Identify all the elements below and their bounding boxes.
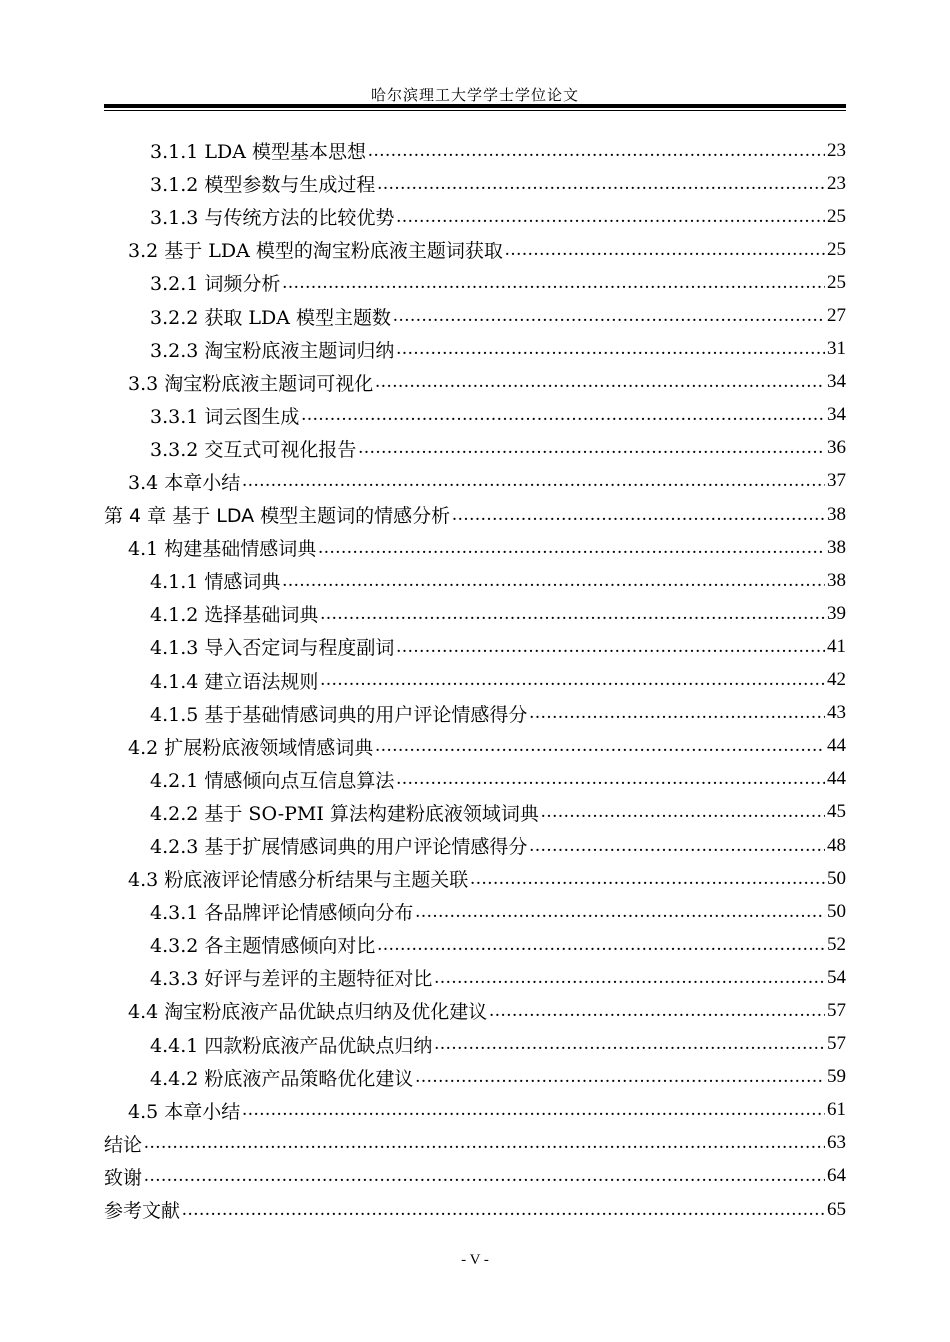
toc-leader-dots bbox=[144, 1132, 825, 1154]
toc-entry[interactable] bbox=[104, 399, 846, 432]
toc-entry-title: 4.1 构建基础情感词典 bbox=[128, 538, 317, 561]
toc-leader-dots bbox=[415, 901, 825, 923]
toc-entry-page: 37 bbox=[827, 470, 846, 492]
toc-leader-dots bbox=[377, 173, 825, 195]
toc-entry[interactable] bbox=[104, 928, 846, 961]
toc-leader-dots bbox=[242, 1099, 825, 1121]
toc-entry-title: 4.4.1 四款粉底液产品优缺点归纳 bbox=[150, 1034, 433, 1057]
toc-entry[interactable] bbox=[104, 829, 846, 862]
toc-entry-page: 27 bbox=[827, 305, 846, 327]
toc-entry-page: 36 bbox=[827, 437, 846, 459]
toc-leader-dots bbox=[434, 967, 825, 989]
toc-entry[interactable] bbox=[104, 796, 846, 829]
toc-entry[interactable] bbox=[104, 630, 846, 663]
toc-entry-title: 4.2.2 基于 SO-PMI 算法构建粉底液领域词典 bbox=[150, 802, 539, 825]
toc-entry-title: 结论 bbox=[104, 1133, 143, 1156]
toc-leader-dots bbox=[358, 437, 825, 459]
toc-entry-page: 38 bbox=[827, 503, 846, 525]
table-of-contents bbox=[104, 134, 846, 1226]
toc-entry-page: 42 bbox=[827, 669, 846, 691]
toc-entry-page: 61 bbox=[827, 1099, 846, 1121]
toc-leader-dots bbox=[434, 1033, 825, 1055]
toc-entry-page: 34 bbox=[827, 404, 846, 426]
toc-entry-page: 41 bbox=[827, 635, 846, 657]
toc-leader-dots bbox=[529, 702, 825, 724]
toc-entry-title: 4.3.3 好评与差评的主题特征对比 bbox=[150, 968, 433, 991]
toc-entry-title: 3.3.2 交互式可视化报告 bbox=[150, 438, 357, 461]
toc-leader-dots bbox=[242, 470, 825, 492]
toc-entry-title: 3.2.2 获取 LDA 模型主题数 bbox=[150, 306, 392, 329]
toc-leader-dots bbox=[396, 768, 825, 790]
toc-leader-dots bbox=[529, 835, 825, 857]
toc-entry-title: 3.2 基于 LDA 模型的淘宝粉底液主题词获取 bbox=[128, 240, 503, 263]
toc-entry[interactable] bbox=[104, 432, 846, 465]
toc-entry-page: 64 bbox=[827, 1165, 846, 1187]
toc-entry-title: 4.3 粉底液评论情感分析结果与主题关联 bbox=[128, 869, 469, 892]
toc-entry-title: 4.1.1 情感词典 bbox=[150, 571, 281, 594]
toc-entry-page: 39 bbox=[827, 602, 846, 624]
toc-entry-page: 31 bbox=[827, 338, 846, 360]
toc-entry[interactable] bbox=[104, 1127, 846, 1160]
toc-leader-dots bbox=[368, 140, 825, 162]
toc-entry[interactable] bbox=[104, 994, 846, 1027]
toc-entry-page: 63 bbox=[827, 1132, 846, 1154]
header-rule-thick bbox=[104, 104, 846, 108]
toc-leader-dots bbox=[182, 1199, 825, 1221]
toc-entry[interactable] bbox=[104, 697, 846, 730]
toc-entry-page: 65 bbox=[827, 1198, 846, 1220]
toc-entry-page: 52 bbox=[827, 933, 846, 955]
toc-leader-dots bbox=[541, 801, 825, 823]
toc-entry[interactable] bbox=[104, 1160, 846, 1193]
toc-entry-title: 4.2.3 基于扩展情感词典的用户评论情感得分 bbox=[150, 836, 528, 859]
toc-entry[interactable] bbox=[104, 1061, 846, 1094]
toc-entry-title: 3.1.1 LDA 模型基本思想 bbox=[150, 141, 366, 164]
toc-entry-title: 4.5 本章小结 bbox=[128, 1100, 241, 1123]
toc-leader-dots bbox=[415, 1066, 825, 1088]
toc-entry[interactable] bbox=[104, 531, 846, 564]
toc-leader-dots bbox=[396, 636, 825, 658]
toc-entry[interactable] bbox=[104, 299, 846, 332]
toc-entry[interactable] bbox=[104, 200, 846, 233]
toc-entry-title: 4.3.1 各品牌评论情感倾向分布 bbox=[150, 902, 414, 925]
toc-entry[interactable] bbox=[104, 498, 846, 531]
toc-entry[interactable] bbox=[104, 1094, 846, 1127]
toc-entry-title: 3.2.3 淘宝粉底液主题词归纳 bbox=[150, 339, 395, 362]
toc-leader-dots bbox=[452, 504, 825, 526]
toc-entry-page: 45 bbox=[827, 801, 846, 823]
toc-entry-page: 23 bbox=[827, 139, 846, 161]
page-number: - V - bbox=[461, 1252, 489, 1268]
toc-entry-title: 4.1.3 导入否定词与程度副词 bbox=[150, 637, 395, 660]
toc-leader-dots bbox=[377, 934, 825, 956]
toc-entry-title: 4.1.5 基于基础情感词典的用户评论情感得分 bbox=[150, 703, 528, 726]
toc-entry[interactable] bbox=[104, 763, 846, 796]
toc-entry-page: 57 bbox=[827, 1033, 846, 1055]
toc-leader-dots bbox=[320, 669, 825, 691]
toc-leader-dots bbox=[470, 868, 825, 890]
toc-entry-title: 参考文献 bbox=[104, 1200, 181, 1223]
toc-entry-title: 4.4 淘宝粉底液产品优缺点归纳及优化建议 bbox=[128, 1001, 488, 1024]
toc-entry[interactable] bbox=[104, 134, 846, 167]
toc-entry-page: 44 bbox=[827, 735, 846, 757]
toc-entry[interactable] bbox=[104, 167, 846, 200]
toc-entry-page: 25 bbox=[827, 205, 846, 227]
toc-entry-page: 38 bbox=[827, 569, 846, 591]
toc-entry-page: 59 bbox=[827, 1066, 846, 1088]
toc-entry[interactable] bbox=[104, 564, 846, 597]
toc-entry[interactable] bbox=[104, 895, 846, 928]
toc-leader-dots bbox=[375, 371, 825, 393]
toc-entry[interactable] bbox=[104, 1193, 846, 1226]
toc-entry-title: 3.4 本章小结 bbox=[128, 471, 241, 494]
toc-entry-title: 4.1.2 选择基础词典 bbox=[150, 604, 319, 627]
toc-entry-title: 4.2 扩展粉底液领域情感词典 bbox=[128, 736, 374, 759]
toc-entry-title: 3.2.1 词频分析 bbox=[150, 273, 281, 296]
toc-entry-title: 4.2.1 情感倾向点互信息算法 bbox=[150, 769, 395, 792]
toc-entry[interactable] bbox=[104, 664, 846, 697]
toc-leader-dots bbox=[320, 603, 825, 625]
toc-entry-title: 3.3 淘宝粉底液主题词可视化 bbox=[128, 372, 374, 395]
toc-entry[interactable] bbox=[104, 730, 846, 763]
header-rule-thin bbox=[104, 110, 846, 111]
toc-entry-page: 44 bbox=[827, 768, 846, 790]
toc-entry[interactable] bbox=[104, 961, 846, 994]
toc-entry[interactable] bbox=[104, 862, 846, 895]
toc-entry-page: 43 bbox=[827, 702, 846, 724]
running-header: 哈尔滨理工大学学士学位论文 bbox=[370, 86, 579, 104]
toc-entry-title: 3.1.2 模型参数与生成过程 bbox=[150, 174, 376, 197]
toc-leader-dots bbox=[282, 272, 825, 294]
toc-leader-dots bbox=[505, 239, 825, 261]
toc-entry-page: 23 bbox=[827, 172, 846, 194]
toc-entry-page: 34 bbox=[827, 371, 846, 393]
toc-leader-dots bbox=[375, 735, 825, 757]
toc-entry[interactable] bbox=[104, 1028, 846, 1061]
toc-entry[interactable] bbox=[104, 266, 846, 299]
toc-entry-title: 3.3.1 词云图生成 bbox=[150, 405, 300, 428]
toc-leader-dots bbox=[396, 206, 825, 228]
toc-entry[interactable] bbox=[104, 366, 846, 399]
toc-entry[interactable] bbox=[104, 233, 846, 266]
toc-entry-title: 第 4 章 基于 LDA 模型主题词的情感分析 bbox=[104, 505, 451, 528]
toc-leader-dots bbox=[282, 570, 825, 592]
toc-entry[interactable] bbox=[104, 597, 846, 630]
toc-entry-title: 4.4.2 粉底液产品策略优化建议 bbox=[150, 1067, 414, 1090]
toc-leader-dots bbox=[301, 404, 825, 426]
toc-entry-title: 4.3.2 各主题情感倾向对比 bbox=[150, 935, 376, 958]
toc-entry-page: 50 bbox=[827, 867, 846, 889]
toc-entry-page: 38 bbox=[827, 536, 846, 558]
toc-entry-title: 致谢 bbox=[104, 1166, 143, 1189]
toc-entry-page: 25 bbox=[827, 238, 846, 260]
toc-entry-page: 50 bbox=[827, 900, 846, 922]
toc-leader-dots bbox=[393, 305, 825, 327]
toc-leader-dots bbox=[396, 338, 825, 360]
toc-leader-dots bbox=[489, 1000, 825, 1022]
toc-leader-dots bbox=[144, 1165, 825, 1187]
toc-entry[interactable] bbox=[104, 465, 846, 498]
toc-entry-title: 3.1.3 与传统方法的比较优势 bbox=[150, 207, 395, 230]
toc-entry-page: 25 bbox=[827, 271, 846, 293]
toc-entry-page: 54 bbox=[827, 966, 846, 988]
toc-entry[interactable] bbox=[104, 333, 846, 366]
toc-entry-title: 4.1.4 建立语法规则 bbox=[150, 670, 319, 693]
toc-entry-page: 57 bbox=[827, 999, 846, 1021]
toc-entry-page: 48 bbox=[827, 834, 846, 856]
toc-leader-dots bbox=[318, 537, 825, 559]
